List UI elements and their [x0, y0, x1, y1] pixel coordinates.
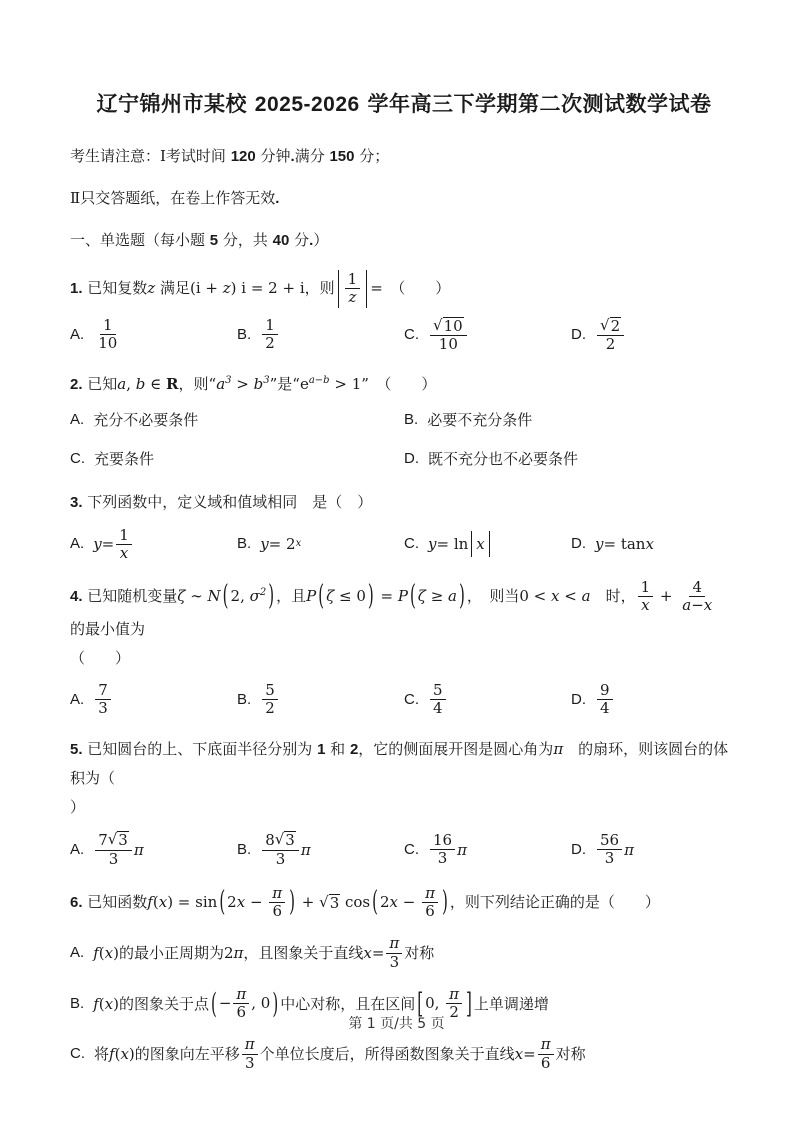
- q5-option-b: [237, 831, 404, 868]
- option-content: y = 2 x: [260, 535, 302, 554]
- option-content: 必要不充分条件: [427, 411, 533, 430]
- section-heading: 一、单选题（每小题 5 分，共 40 分.）: [70, 231, 329, 249]
- option-label: D.: [571, 840, 586, 858]
- option-content: 既不充分也不必要条件: [428, 450, 579, 469]
- option-label: C.: [404, 535, 419, 553]
- question-4-options: [70, 682, 738, 718]
- option-label: B.: [237, 535, 252, 553]
- option-content: f ( x ) 的最小正周期为 2 π ，且图象关于直线 x = $\frac{\pi}{3}$ 对称: [93, 934, 435, 971]
- q4-option-d: [571, 682, 738, 718]
- question-6-options: [70, 935, 738, 1072]
- option-content: √ 10 10: [428, 317, 469, 354]
- question-1: [70, 270, 738, 353]
- option-label: D.: [571, 535, 586, 553]
- option-label: A.: [70, 690, 85, 708]
- question-3-options: [70, 527, 738, 563]
- question-4-stem: 4. 已知随机变量ζ ∼ N ( 2, $\sigma^2$ ) ，且P ( ζ ≤ 0 ) = P ( ζ ≥ a ) ， 则当0 < x < a 时， $\frac{1}{x}$ + 4 a − x 的最小值为 （ ）: [70, 578, 733, 667]
- option-label: B.: [237, 325, 252, 343]
- q1-option-c: [404, 317, 571, 354]
- option-content: 8 √ 3 3 π: [260, 831, 311, 868]
- questions-list: [70, 270, 738, 1072]
- option-label: C.: [70, 450, 85, 468]
- option-content: √ 2 2: [595, 317, 626, 354]
- q5-option-a: [70, 831, 237, 868]
- option-content: 将 f ( x ) 的图象向左平移 $\frac{\pi}{3}$ 个单位长度后，所得函数图象关于直线 x = $\frac{\pi}{6}$ 对称: [94, 1035, 586, 1072]
- option-label: A.: [70, 535, 85, 553]
- question-2-stem: 2. 已知a, b ∈ R，则“$a^3 > b^3$”是“$e^{a-b} > 1$” （ ）: [70, 375, 437, 393]
- q2-option-a: [70, 408, 404, 432]
- q6-option-c: [70, 1036, 738, 1072]
- option-label: B.: [237, 840, 252, 858]
- option-content: 7 √ 3 3 π: [93, 831, 144, 868]
- option-label: A.: [70, 944, 85, 961]
- question-3: [70, 488, 738, 562]
- q5-option-d: [571, 832, 738, 868]
- q2-option-c: [70, 447, 404, 471]
- option-content: 充要条件: [94, 450, 155, 469]
- notice-line-2: Ⅱ只交答题纸，在卷上作答无效.: [70, 189, 280, 207]
- option-label: C.: [404, 690, 419, 708]
- option-label: D.: [404, 450, 419, 468]
- notice-line-1: 考生请注意：Ⅰ考试时间 120 分钟.满分 150 分；: [70, 147, 390, 165]
- option-content: $\frac{1}{10}$: [98, 316, 118, 353]
- q3-option-a: [70, 527, 237, 563]
- page-footer: [0, 1013, 793, 1033]
- question-5-stem: 5. 已知圆台的上、下底面半径分别为 1 和 2，它的侧面展开图是圆心角为π 的扇环，则该圆台的体积为（ ）: [70, 739, 729, 816]
- option-label: C.: [404, 840, 419, 858]
- option-label: C.: [70, 1045, 85, 1062]
- q1-option-b: [237, 317, 404, 353]
- question-6-stem: 6. 已知函数f(x) = sin ( 2x − $\frac{\pi}{6}$ ) + √ 3 cos ( 2x − $\frac{\pi}{6}$ ) ，则下列结论正确的是（ ）: [70, 883, 660, 920]
- option-label: A.: [70, 840, 85, 858]
- option-label: A.: [70, 411, 85, 429]
- option-content: $\frac{7}{3}$: [93, 682, 113, 718]
- question-5-options: [70, 831, 738, 868]
- question-2: [70, 370, 738, 471]
- option-content: $\frac{16}{3}$ π: [428, 832, 467, 868]
- q4-option-c: [404, 682, 571, 718]
- option-label: A.: [70, 325, 85, 343]
- q1-option-a: [70, 317, 237, 353]
- paper-title: 辽宁锦州市某校 2025-2026 学年高三下学期第二次测试数学试卷: [96, 91, 712, 116]
- question-2-options: [70, 408, 738, 471]
- option-content: $\frac{5}{2}$: [260, 682, 280, 718]
- option-label: D.: [571, 325, 586, 343]
- option-content: 充分不必要条件: [93, 411, 199, 430]
- question-6: [70, 885, 738, 1072]
- question-4: [70, 579, 738, 718]
- option-label: B.: [237, 690, 252, 708]
- option-label: D.: [571, 690, 586, 708]
- q6-option-a: [70, 935, 738, 971]
- q4-option-a: [70, 682, 237, 718]
- q2-option-d: [404, 447, 738, 471]
- option-label: C.: [404, 325, 419, 343]
- q3-option-c: [404, 531, 571, 557]
- option-content: y = tan x: [595, 535, 654, 554]
- option-content: $\frac{56}{3}$ π: [595, 832, 634, 868]
- option-content: $\frac{5}{4}$: [428, 682, 448, 718]
- question-5: [70, 735, 738, 868]
- option-label: B.: [404, 411, 419, 429]
- question-3-stem: 3. 下列函数中，定义域和值域相同 是（ ）: [70, 493, 373, 512]
- q1-option-d: [571, 317, 738, 354]
- option-content: y = ln x: [428, 531, 493, 557]
- question-1-options: [70, 317, 738, 354]
- option-content: f ( x ) 的图象关于点 ( − $\frac{\pi}{6}$ , 0 ) 中心对称，且在区间 [ 0, $\frac{\pi}{2}$ ] 上单调递增: [93, 984, 549, 1021]
- option-content: $\frac{9}{4}$: [595, 682, 615, 718]
- option-content: $\frac{1}{2}$: [260, 317, 280, 353]
- q3-option-d: [571, 532, 738, 556]
- page-number: 第 1 页/共 5 页: [348, 1016, 445, 1032]
- option-content: y = $\frac{1}{x}$: [93, 527, 134, 563]
- question-1-stem: 1. 已知复数z 满足(i + z) i = 2 + i，则 $\frac{1}{z}$ = （ ）: [70, 270, 451, 307]
- option-label: B.: [70, 994, 85, 1012]
- q3-option-b: [237, 532, 404, 556]
- q2-option-b: [404, 408, 738, 432]
- q4-option-b: [237, 682, 404, 718]
- q5-option-c: [404, 832, 571, 868]
